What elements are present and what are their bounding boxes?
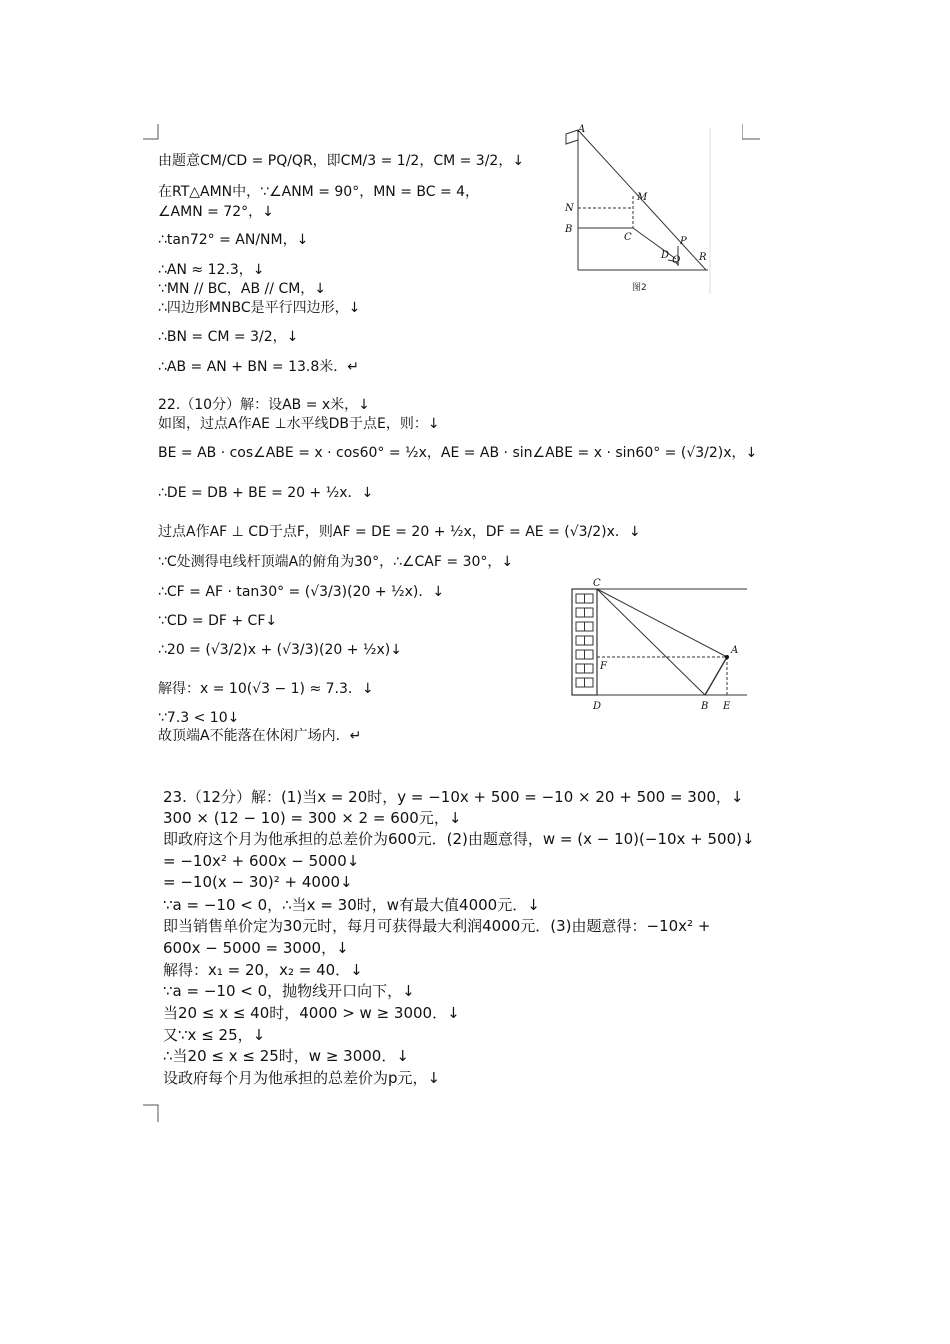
figure-2-label: C <box>593 578 601 589</box>
text-line: 即当销售单价定为30元时，每月可获得最大利润4000元．(3)由题意得：−10x² + <box>163 917 711 935</box>
text-line: ∴BN = CM = 3/2，↓ <box>158 329 299 345</box>
text-line: 如图，过点A作AE ⊥水平线DB于点E，则：↓ <box>158 416 440 432</box>
text-line: = −10(x − 30)² + 4000↓ <box>163 873 353 891</box>
text-line: 在RT△AMN中，∵∠ANM = 90°，MN = BC = 4， <box>158 184 480 200</box>
figure-1-label: N <box>565 203 574 214</box>
figure-1-caption: 图2 <box>632 283 647 293</box>
text-line: 又∵x ≤ 25，↓ <box>163 1026 266 1044</box>
figure-2-label: E <box>723 701 731 712</box>
text-line: ∴当20 ≤ x ≤ 25时，w ≥ 3000．↓ <box>163 1047 409 1065</box>
text-line: 23.（12分）解：(1)当x = 20时，y = −10x + 500 = −10 × 20 + 500 = 300，↓ <box>163 788 744 806</box>
text-line: 22.（10分）解：设AB = x米，↓ <box>158 397 370 413</box>
text-line: ∵C处测得电线杆顶端A的俯角为30°，∴∠CAF = 30°，↓ <box>158 554 514 570</box>
text-line: 当20 ≤ x ≤ 40时，4000 > w ≥ 3000．↓ <box>163 1004 460 1022</box>
text-line: 解得：x₁ = 20，x₂ = 40．↓ <box>163 961 363 979</box>
figure-2-label: A <box>731 645 739 656</box>
text-line: 解得：x = 10(√3 − 1) ≈ 7.3．↓ <box>158 681 374 697</box>
text-line: 过点A作AF ⊥ CD于点F，则AF = DE = 20 + ½x，DF = AE = (√3/2)x．↓ <box>158 524 641 540</box>
figure-1-label: P <box>680 236 687 247</box>
figure-1-diagram <box>560 124 720 299</box>
text-line: ∵7.3 < 10↓ <box>158 710 240 726</box>
text-line: ∠AMN = 72°，↓ <box>158 204 274 220</box>
text-line: 设政府每个月为他承担的总差价为p元，↓ <box>163 1069 441 1087</box>
figure-1-label: D <box>661 250 670 261</box>
text-line: ∴DE = DB + BE = 20 + ½x．↓ <box>158 485 374 501</box>
figure-1-label: C <box>624 232 632 243</box>
text-line: ∵a = −10 < 0，∴当x = 30时，w有最大值4000元．↓ <box>163 896 540 914</box>
text-line: ∵CD = DF + CF↓ <box>158 613 278 629</box>
text-line: ∴四边形MNBC是平行四边形，↓ <box>158 300 361 316</box>
text-line: ∴AN ≈ 12.3，↓ <box>158 262 265 278</box>
text-line: 故顶端A不能落在休闲广场内．↵ <box>158 728 362 744</box>
text-line: 600x − 5000 = 3000，↓ <box>163 939 349 957</box>
text-line: ∴CF = AF · tan30° = (√3/3)(20 + ½x)．↓ <box>158 584 445 600</box>
corner-mark-bottom-left <box>143 1104 161 1122</box>
text-line: = −10x² + 600x − 5000↓ <box>163 852 360 870</box>
text-line: 即政府这个月为他承担的总差价为600元．(2)由题意得，w = (x − 10)(−10x + 500)↓ <box>163 830 755 848</box>
figure-2-diagram <box>567 575 752 715</box>
figure-1-label: B <box>565 224 573 235</box>
figure-2-label: D <box>593 701 602 712</box>
text-line: ∵a = −10 < 0，抛物线开口向下，↓ <box>163 982 415 1000</box>
text-line: ∴tan72° = AN/NM，↓ <box>158 232 309 248</box>
figure-1-label: R <box>699 252 707 263</box>
text-line: 300 × (12 − 10) = 300 × 2 = 600元，↓ <box>163 809 462 827</box>
text-line: ∴20 = (√3/2)x + (√3/3)(20 + ½x)↓ <box>158 642 402 658</box>
corner-mark-top-right <box>742 124 760 142</box>
figure-1-label: M <box>637 192 648 203</box>
text-line: ∴AB = AN + BN = 13.8米．↵ <box>158 359 360 375</box>
corner-mark-top-left <box>143 124 161 142</box>
text-line: 由题意CM/CD = PQ/QR，即CM/3 = 1/2，CM = 3/2，↓ <box>158 153 525 169</box>
figure-1-label: A <box>578 124 586 135</box>
figure-2-label: B <box>701 701 709 712</box>
text-line: ∵MN // BC，AB // CM，↓ <box>158 281 327 297</box>
text-line: BE = AB · cos∠ABE = x · cos60° = ½x，AE = AB · sin∠ABE = x · sin60° = (√3/2)x，↓ <box>158 445 758 461</box>
figure-1-label: Q <box>672 255 681 266</box>
figure-2-label: F <box>600 661 607 672</box>
